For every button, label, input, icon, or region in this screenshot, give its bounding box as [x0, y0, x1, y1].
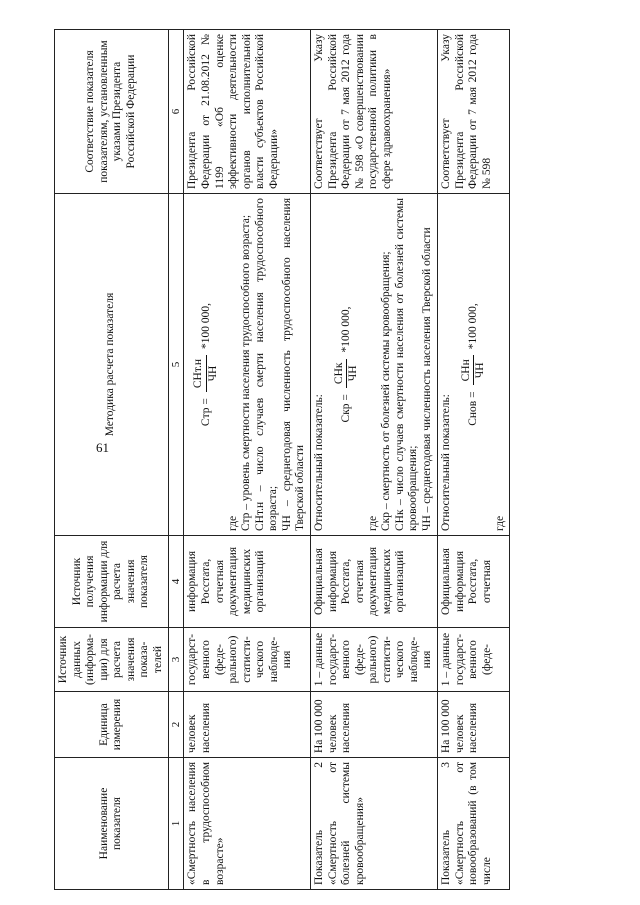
- column-number: 1: [168, 758, 184, 890]
- method-formula: [460, 198, 488, 531]
- indicator-source: 1 – данные государст-венного (феде-рального) статисти-ческого наблюде-ния: [310, 628, 437, 692]
- formula-numerator: СНк: [333, 359, 348, 389]
- indicator-source: государст-венного (феде-рального) статисти-ческого наблюде-ния: [184, 628, 311, 692]
- method-intro: Относительный показатель:: [440, 394, 453, 531]
- method-line: СНк – число случаев смертности населения от болезней системы кровообращения;: [393, 198, 420, 531]
- formula-numerator: СНт.н: [192, 355, 207, 392]
- indicator-method: [184, 194, 311, 536]
- indicator-origin: информация Росстата, отчетная документация медицинских организаций: [184, 536, 311, 628]
- method-formula: [333, 198, 361, 531]
- indicator-origin: Официальная информация Росстата, отчетная документация медицинских организаций: [310, 536, 437, 628]
- formula-denominator: ЧН: [347, 365, 360, 382]
- table-header-row: [55, 30, 169, 890]
- formula-fraction: [460, 355, 488, 385]
- table-row: [184, 30, 311, 890]
- column-number: 3: [168, 628, 184, 692]
- formula-fraction: [192, 355, 220, 392]
- indicator-method: [310, 194, 437, 536]
- method-line: где: [366, 515, 379, 531]
- indicator-unit: На 100 000 человек населения: [310, 692, 437, 758]
- header-method: Методика расчета показателя: [55, 194, 169, 536]
- indicator-origin: Официальная информация Росстата, отчетная: [438, 536, 510, 628]
- indicator-table: [54, 29, 510, 890]
- method-line: СНт.н – число случаев смерти населения трудоспособного возраста;: [253, 198, 280, 531]
- formula-tail: *100 000,: [199, 302, 212, 349]
- indicator-table-sheet: [54, 30, 614, 890]
- formula-tail: *100 000,: [466, 303, 479, 350]
- column-number: 2: [168, 692, 184, 758]
- formula-lhs: Cкр =: [339, 394, 352, 423]
- indicator-unit: человек населения: [184, 692, 311, 758]
- method-line: где: [493, 515, 506, 531]
- formula-denominator: ЧН: [207, 365, 220, 382]
- indicator-method: [438, 194, 510, 536]
- table-row: [310, 30, 437, 890]
- method-line: ЧН – среднегодовая численность населения Тверской области: [420, 227, 433, 531]
- indicator-compliance: Соответствует Указу Президента Российской Федерации от 7 мая 2012 года № 598 «О совершенствовании государственной политики в сфере здравоохранения»: [310, 30, 437, 194]
- indicator-compliance: Президента Российской Федерации от 21.08.2012 № 1199 «Об оценке эффективности деятельности органов исполнительной власти субъектов Российской Федерации»: [184, 30, 311, 194]
- header-compliance: Соответствие показателя показателям, установленным указами Президента Российской Федерации: [55, 30, 169, 194]
- header-origin: Источник получения информации для расчета значения показателя: [55, 536, 169, 628]
- indicator-name: «Смертность населения в трудоспособном возрасте»: [184, 758, 311, 890]
- indicator-name: Показатель 3 «Смертность от новообразований (в том числе: [438, 758, 510, 890]
- method-line: Стр – уровень смертности населения трудоспособного возраста;: [240, 214, 253, 531]
- formula-lhs: Cтр =: [199, 398, 212, 427]
- formula-tail: *100 000,: [339, 306, 352, 353]
- formula-denominator: ЧН: [474, 362, 487, 379]
- table-row: [438, 30, 510, 890]
- method-line: ЧН – среднегодовая численность трудоспособного населения Тверской области: [280, 198, 307, 531]
- method-formula: [192, 198, 220, 531]
- header-source: Источник данных (информа-ции) для расчета значения показа-телей: [55, 628, 169, 692]
- formula-numerator: СНн: [460, 355, 475, 385]
- indicator-unit: На 100 000 человек населения: [438, 692, 510, 758]
- column-number-row: [168, 30, 184, 890]
- page-number: 61: [96, 440, 109, 455]
- header-unit: Единица измерения: [55, 692, 169, 758]
- method-intro: Относительный показатель:: [312, 394, 325, 531]
- indicator-compliance: Соответствует Указу Президента Российской Федерации от 7 мая 2012 года № 598: [438, 30, 510, 194]
- column-number: 5: [168, 194, 184, 536]
- header-name: Наименование показателя: [55, 758, 169, 890]
- column-number: 6: [168, 30, 184, 194]
- formula-lhs: Cнов =: [466, 391, 479, 426]
- indicator-source: 1 – данные государст-венного (феде-: [438, 628, 510, 692]
- method-line: где: [226, 515, 239, 531]
- indicator-name: Показатель 2 «Смертность от болезней системы кровообращения»: [310, 758, 437, 890]
- method-line: Скр – смертность от болезней системы кровообращения;: [380, 251, 393, 531]
- formula-fraction: [333, 359, 361, 389]
- column-number: 4: [168, 536, 184, 628]
